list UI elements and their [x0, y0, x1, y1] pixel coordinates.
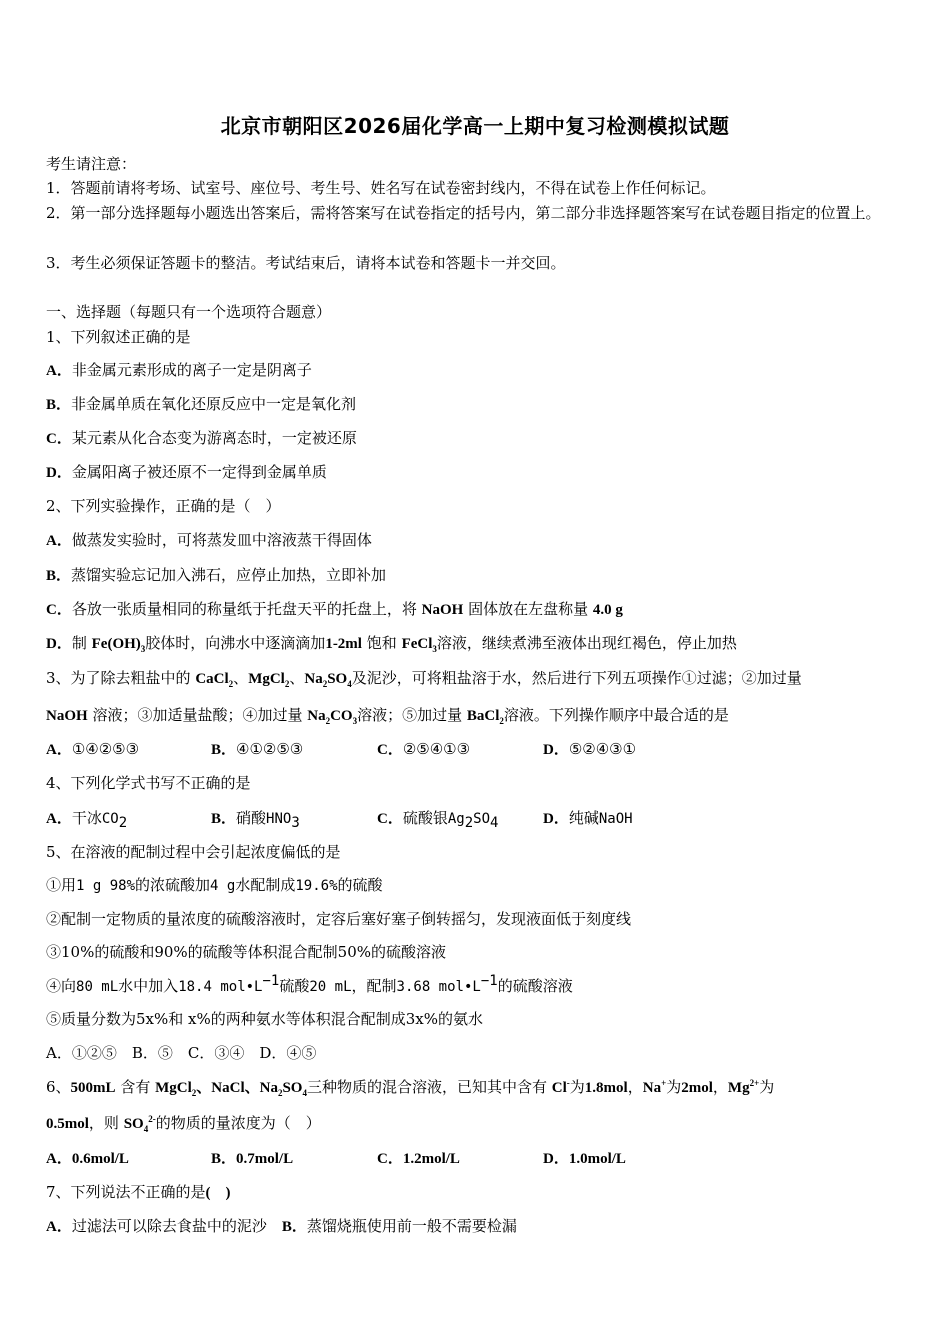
q2-option-b: B．蒸馏实验忘记加入沸石，应停止加热，立即补加 — [46, 566, 387, 584]
q5-item-3: ③10%的硫酸和90%的硫酸等体积混合配制50%的硫酸溶液 — [46, 943, 447, 961]
q4-option-c: C．硫酸银$Ag_2SO_4$ — [377, 809, 499, 831]
q2-stem: 2、下列实验操作，正确的是（ ） — [46, 497, 281, 515]
q5-item-4: ④向80 mL水中加入18.4 $mol•L^{-1}$硫酸20 mL，配制3.68 $mol•L^{-1}$的硫酸溶液 — [46, 973, 573, 995]
q3-option-b: B．④①②⑤③ — [211, 740, 304, 758]
q5-item-1: ①用1 g 98%的浓硫酸加4 g水配制成19.6%的硫酸 — [46, 876, 383, 894]
notice-item-2: 2．第一部分选择题每小题选出答案后，需将答案写在试卷指定的括号内，第二部分非选择题答案写在试卷题目指定的位置上。 — [46, 204, 881, 222]
q2-option-c: C．各放一张质量相同的称量纸于托盘天平的托盘上，将 NaOH 固体放在左盘称量 4.0 g — [46, 600, 623, 618]
q5-options: A．①②⑤ B．⑤ C．③④ D．④⑤ — [46, 1044, 317, 1062]
q3-option-d: D．⑤②④③① — [543, 740, 637, 758]
q1-option-b: B．非金属单质在氧化还原反应中一定是氧化剂 — [46, 395, 357, 413]
q4-option-b: B．硝酸$HNO_3$ — [211, 809, 300, 831]
q5-item-2: ②配制一定物质的量浓度的硫酸溶液时，定容后塞好塞子倒转摇匀，发现液面低于刻度线 — [46, 910, 632, 928]
q2-option-a: A．做蒸发实验时，可将蒸发皿中溶液蒸干得固体 — [46, 531, 372, 549]
q1-option-c: C．某元素从化合态变为游离态时，一定被还原 — [46, 429, 357, 447]
q3-option-c: C．②⑤④①③ — [377, 740, 471, 758]
q6-stem-line-2: 0.5mol，则 $SO_4^{2-}$的物质的量浓度为（ ） — [46, 1114, 321, 1134]
q5-stem: 5、在溶液的配制过程中会引起浓度偏低的是 — [46, 843, 341, 861]
q6-option-c: C．1.2mol/L — [377, 1151, 460, 1167]
q1-option-d: D．金属阳离子被还原不一定得到金属单质 — [46, 463, 327, 481]
notice-item-1: 1．答题前请将考场、试室号、座位号、考生号、姓名写在试卷密封线内，不得在试卷上作任何标记。 — [46, 179, 716, 197]
section-heading: 一、选择题（每题只有一个选项符合题意） — [46, 303, 332, 321]
q6-stem-line-1: 6、500mL 含有 MgCl$_2$、NaCl、$Na_2SO_4$三种物质的混合溶液，已知其中含有 Cl-为1.8mol，Na+为2mol，$Mg^{2+}$为 — [46, 1078, 775, 1098]
notice-item-3: 3．考生必须保证答题卡的整洁。考试结束后，请将本试卷和答题卡一并交回。 — [46, 254, 566, 272]
q6-option-a: A．0.6mol/L — [46, 1151, 129, 1167]
q6-option-b: B．0.7mol/L — [211, 1151, 294, 1167]
q3-stem-line-1: 3、为了除去粗盐中的 CaCl$_2$、MgCl$_2$、$Na_2SO_4$及泥沙，可将粗盐溶于水，然后进行下列五项操作①过滤；②加过量 — [46, 669, 802, 689]
q6-option-d: D．1.0mol/L — [543, 1151, 626, 1167]
q7-options: A．过滤法可以除去食盐中的泥沙 B．蒸馏烧瓶使用前一般不需要检漏 — [46, 1217, 517, 1235]
q1-stem: 1、下列叙述正确的是 — [46, 328, 191, 346]
q5-item-5: ⑤质量分数为5x%和 x%的两种氨水等体积混合配制成3x%的氨水 — [46, 1010, 483, 1028]
q2-option-d: D．制 $Fe(OH)_3$胶体时，向沸水中逐滴滴加1-2ml 饱和 FeCl$_3$溶液，继续煮沸至液体出现红褐色，停止加热 — [46, 634, 737, 654]
q3-option-a: A．①④②⑤③ — [46, 740, 140, 758]
q7-stem: 7、下列说法不正确的是( ) — [46, 1183, 231, 1201]
q1-option-a: A．非金属元素形成的离子一定是阴离子 — [46, 361, 312, 379]
q3-stem-line-2: NaOH 溶液；③加适量盐酸；④加过量 $Na_2CO_3$溶液；⑤加过量 BaCl$_2$溶液。下列操作顺序中最合适的是 — [46, 706, 729, 726]
q4-option-d: D．纯碱NaOH — [543, 809, 633, 827]
q4-option-a: A．干冰$CO_2$ — [46, 809, 128, 831]
notice-heading: 考生请注意： — [46, 155, 137, 173]
page-title: 北京市朝阳区2026届化学高一上期中复习检测模拟试题 — [220, 114, 730, 138]
q4-stem: 4、下列化学式书写不正确的是 — [46, 774, 251, 792]
